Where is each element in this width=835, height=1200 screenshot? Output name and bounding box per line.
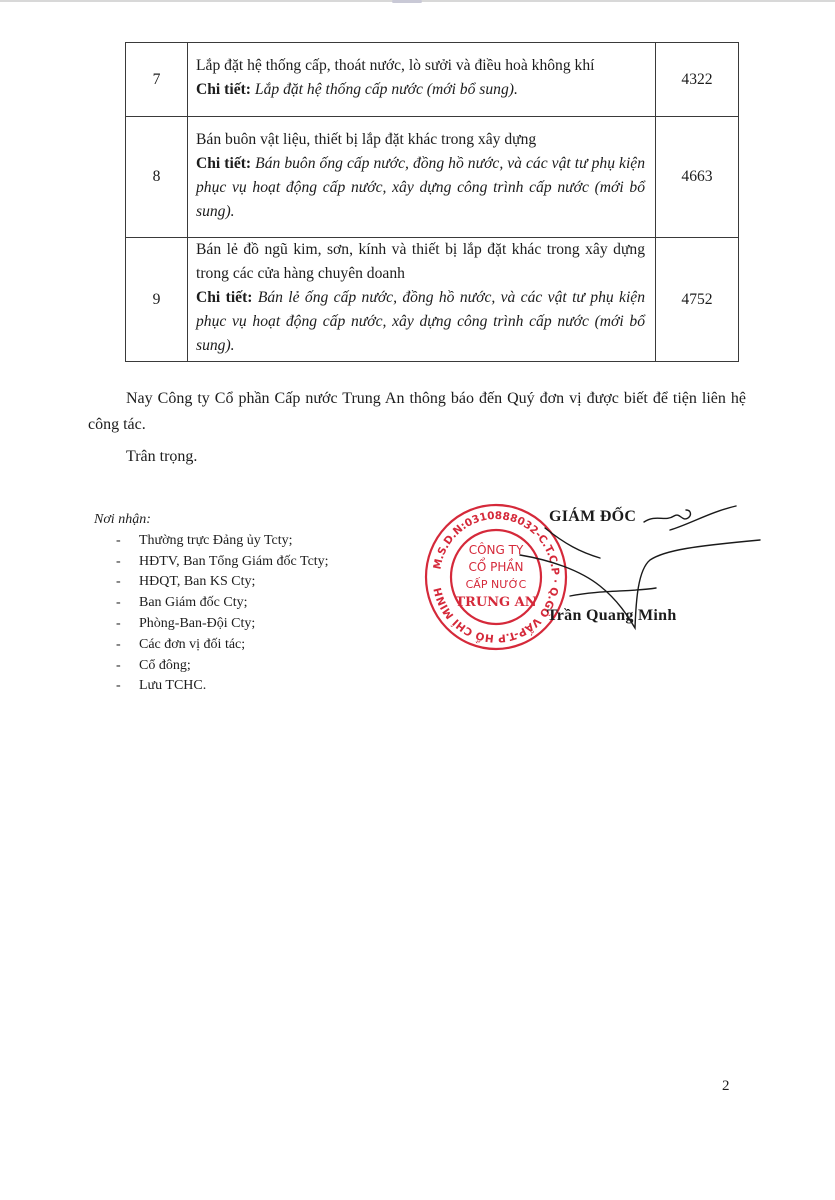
svg-text:CỔ PHẦN: CỔ PHẦN	[468, 560, 524, 574]
recipients-heading: Nơi nhận:	[94, 512, 151, 527]
detail-label: Chi tiết:	[196, 289, 253, 306]
industry-code: 4752	[656, 238, 739, 362]
business-activity-table	[125, 42, 739, 362]
row-description	[188, 238, 656, 362]
page-number: 2	[722, 1078, 730, 1094]
svg-text:CẤP NƯỚC: CẤP NƯỚC	[465, 578, 527, 591]
industry-code: 4322	[656, 43, 739, 117]
industry-code: 4663	[656, 117, 739, 238]
table-row	[126, 238, 739, 362]
detail-label: Chi tiết:	[196, 154, 252, 172]
notice-paragraph: Nay Công ty Cổ phần Cấp nước Trung An thông báo đến Quý đơn vị được biết để tiện liên hệ công tác.	[88, 390, 746, 433]
activity-title: Bán buôn vật liệu, thiết bị lắp đặt khác trong xây dựng	[196, 130, 537, 148]
closing-line: Trân trọng.	[126, 448, 198, 465]
signatory-title: GIÁM ĐỐC	[549, 508, 637, 525]
detail-text: Bán lẻ ống cấp nước, đồng hồ nước, và các vật tư phụ kiện phục vụ hoạt động cấp nước, xây dựng công trình cấp nước (mới bổ sung).	[196, 289, 645, 354]
list-item: - Cổ đông;	[116, 657, 191, 673]
table-row	[126, 43, 739, 117]
detail-label: Chi tiết:	[196, 81, 251, 98]
list-item: - Các đơn vị đối tác;	[116, 636, 246, 652]
row-number: 7	[126, 43, 188, 117]
list-item: - HĐTV, Ban Tổng Giám đốc Tcty;	[116, 553, 329, 569]
detail-text: Lắp đặt hệ thống cấp nước (mới bổ sung).	[254, 81, 518, 98]
activity-title: Lắp đặt hệ thống cấp, thoát nước, lò sưởi và điều hoà không khí	[196, 57, 595, 74]
list-item: - Ban Giám đốc Cty;	[116, 595, 248, 611]
svg-text:TRUNG AN: TRUNG AN	[455, 595, 537, 610]
list-item: - HĐQT, Ban KS Cty;	[116, 574, 256, 590]
detail-text: Bán buôn ống cấp nước, đồng hồ nước, và các vật tư phụ kiện phục vụ hoạt động cấp nước, xây dựng công trình cấp nước (mới bổ sung).	[196, 154, 646, 220]
list-item: - Lưu TCHC.	[116, 678, 207, 694]
table-row	[126, 117, 739, 238]
scan-artifact	[392, 0, 422, 3]
row-description	[188, 117, 656, 238]
list-item: - Phòng-Ban-Đội Cty;	[116, 615, 256, 631]
seal-ring-text: M.S.D.N:0310888032-C.T.C.P · Q.GÒ VẤP-T.P HỒ CHÍ MINH	[431, 509, 562, 645]
row-description	[188, 43, 656, 117]
recipients-block	[94, 510, 329, 697]
row-number: 9	[126, 238, 188, 362]
row-number: 8	[126, 117, 188, 238]
signatory-name: Trần Quang Minh	[547, 607, 677, 624]
list-item: - Thường trực Đảng ủy Tcty;	[116, 532, 293, 548]
activity-title: Bán lẻ đồ ngũ kim, sơn, kính và thiết bị lắp đặt khác trong xây dựng trong các cửa hàng chuyên doanh	[196, 241, 645, 282]
recipients-list	[94, 531, 329, 697]
svg-text:CÔNG TY: CÔNG TY	[468, 543, 524, 557]
